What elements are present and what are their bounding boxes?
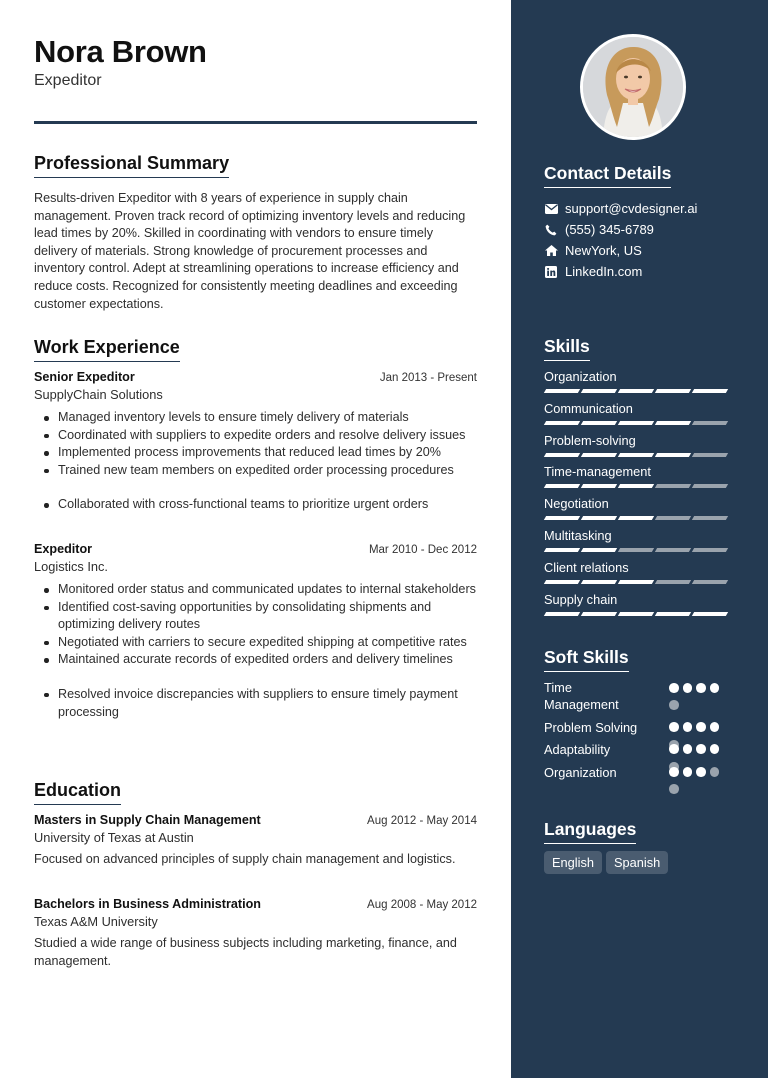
skill-level-segment — [655, 453, 691, 457]
skill-level-segment — [618, 612, 654, 616]
soft-skill-dot — [683, 767, 693, 777]
education-header — [34, 897, 477, 911]
degree-name: Masters in Supply Chain Management — [34, 813, 261, 827]
skill-level-segment — [692, 389, 728, 393]
contact-heading: Contact Details — [544, 163, 671, 188]
soft-skill-dot — [683, 744, 693, 754]
skill-level-segment — [544, 548, 580, 552]
soft-skill-dot — [696, 744, 706, 754]
experience-heading: Work Experience — [34, 337, 180, 362]
list-item: Monitored order status and communicated updates to internal stakeholders — [34, 581, 477, 599]
degree-name: Bachelors in Business Administration — [34, 897, 261, 911]
skill-level-segment — [692, 516, 728, 520]
header-divider — [34, 121, 477, 124]
job-role: Senior Expeditor — [34, 370, 135, 384]
skill-level-segment — [581, 612, 617, 616]
skill-label: Organization — [544, 369, 617, 384]
job-company: Logistics Inc. — [34, 559, 108, 574]
avatar-illustration — [583, 37, 683, 137]
list-item: Negotiated with carriers to secure expedited shipping at competitive rates — [34, 634, 477, 652]
skill-level-segment — [618, 516, 654, 520]
skill-level-segment — [544, 612, 580, 616]
skill-level-segment — [581, 421, 617, 425]
summary-text: Results-driven Expeditor with 8 years of experience in supply chain management. Proven track record of optimizing inventory levels and reducing lead times by 20%. Skilled in coordinating with vendors to ensure timely delivery of materials. Strong knowledge of procurement processes and inventory control. Adept at streamlining operations to increase efficiency and reduce costs. Recognized for consistently meeting deadlines and exceeding customer expectations. — [34, 191, 466, 311]
soft-skill-label: Organization — [544, 765, 617, 780]
skill-level-segment — [655, 516, 691, 520]
soft-skill-rating — [669, 767, 719, 777]
skill-level-segment — [655, 389, 691, 393]
skills-heading: Skills — [544, 336, 590, 361]
skill-level-segment — [581, 548, 617, 552]
contact-phone-text: (555) 345-6789 — [565, 222, 654, 237]
soft-skill-dot — [696, 683, 706, 693]
skill-level-segment — [618, 484, 654, 488]
soft-skill-dot — [669, 767, 679, 777]
skill-label: Negotiation — [544, 496, 609, 512]
skill-level-bar — [545, 421, 727, 425]
skill-label: Problem-solving — [544, 432, 636, 448]
soft-skill-rating — [669, 744, 719, 754]
soft-skill-dot — [696, 767, 706, 777]
list-item: Managed inventory levels to ensure timely delivery of materials — [34, 409, 477, 427]
skill-level-segment — [618, 421, 654, 425]
list-item: Identified cost-saving opportunities by consolidating shipments and optimizing delivery routes — [34, 599, 477, 634]
job-role: Expeditor — [34, 542, 93, 556]
skill-label: Client relations — [544, 559, 629, 575]
skill-level-segment — [581, 516, 617, 520]
skill-level-segment — [655, 484, 691, 488]
skill-level-bar — [545, 580, 727, 584]
job-header — [34, 542, 477, 556]
skill-level-segment — [581, 580, 617, 584]
education-dates: Aug 2008 - May 2012 — [367, 899, 477, 911]
skill-level-segment — [692, 484, 728, 488]
skill-level-bar — [545, 484, 727, 488]
skill-level-segment — [618, 453, 654, 457]
skill-level-segment — [692, 453, 728, 457]
soft-skill-dot — [710, 767, 720, 777]
job-dates: Jan 2013 - Present — [379, 372, 477, 384]
education-header — [34, 813, 477, 827]
contact-email[interactable] — [544, 201, 697, 216]
list-item: Resolved invoice discrepancies with suppliers to ensure timely payment processing — [34, 686, 477, 721]
skill-level-bar — [545, 453, 727, 457]
soft-skill-rating-dot — [669, 700, 679, 710]
soft-skill-rating-dot — [669, 784, 679, 794]
soft-skill-label: Problem Solving — [544, 720, 638, 735]
contact-linkedin[interactable] — [544, 264, 642, 279]
skill-level-segment — [655, 548, 691, 552]
language-pill: English — [544, 851, 602, 874]
skill-level-segment — [692, 421, 728, 425]
skill-level-segment — [581, 453, 617, 457]
contact-phone[interactable] — [544, 222, 654, 237]
skill-level-segment — [544, 580, 580, 584]
soft-skill-rating — [669, 722, 719, 732]
contact-location — [544, 243, 642, 258]
job-bullets — [34, 581, 477, 721]
skill-level-segment — [692, 580, 728, 584]
soft-skill-rating — [669, 683, 719, 693]
skill-level-segment — [544, 421, 580, 425]
skill-level-segment — [581, 484, 617, 488]
list-item: Trained new team members on expedited order processing procedures — [34, 462, 477, 480]
soft-skill-dot — [669, 722, 679, 732]
list-item: Coordinated with suppliers to expedite orders and resolve delivery issues — [34, 427, 477, 445]
soft-skill-dot — [710, 683, 720, 693]
list-item: Implemented process improvements that reduced lead times by 20% — [34, 444, 477, 462]
school-name: University of Texas at Austin — [34, 830, 194, 845]
skill-level-segment — [655, 580, 691, 584]
candidate-name: Nora Brown — [34, 34, 207, 69]
contact-linkedin-text: LinkedIn.com — [565, 264, 643, 279]
soft-skill-dot — [683, 722, 693, 732]
education-heading: Education — [34, 780, 121, 805]
skill-level-segment — [618, 389, 654, 393]
skill-label: Time-management — [544, 464, 651, 480]
job-dates: Mar 2010 - Dec 2012 — [368, 544, 477, 556]
skill-label: Multitasking — [544, 528, 612, 543]
list-item: Collaborated with cross-functional teams to prioritize urgent orders — [34, 496, 477, 514]
languages-heading: Languages — [544, 819, 636, 844]
skill-level-segment — [544, 389, 580, 393]
phone-icon — [544, 223, 558, 237]
skill-level-segment — [581, 389, 617, 393]
soft-skills-heading: Soft Skills — [544, 647, 629, 672]
skill-level-segment — [544, 453, 580, 457]
education-dates: Aug 2012 - May 2014 — [367, 815, 477, 827]
languages-list — [544, 851, 668, 874]
skill-label: Supply chain — [544, 591, 618, 607]
skill-level-bar — [545, 612, 727, 616]
envelope-icon — [544, 202, 558, 216]
education-description: Focused on advanced principles of supply chain management and logistics. — [34, 852, 456, 866]
skill-level-segment — [618, 548, 654, 552]
job-company: SupplyChain Solutions — [34, 387, 163, 402]
contact-location-text: NewYork, US — [565, 243, 642, 258]
soft-skill-dot — [669, 683, 679, 693]
soft-skill-label: Adaptability — [544, 742, 611, 757]
summary-heading: Professional Summary — [34, 153, 229, 178]
job-header — [34, 370, 477, 384]
skill-level-segment — [655, 612, 691, 616]
skill-level-segment — [618, 580, 654, 584]
avatar — [580, 34, 686, 140]
soft-skill-dot — [669, 744, 679, 754]
skill-level-segment — [655, 421, 691, 425]
contact-email-text: support@cvdesigner.ai — [565, 201, 698, 216]
school-name: Texas A&M University — [34, 914, 158, 929]
list-item: Maintained accurate records of expedited orders and delivery timelines — [34, 651, 477, 669]
skill-level-segment — [692, 548, 728, 552]
soft-skill-dot — [710, 744, 720, 754]
soft-skill-dot — [683, 683, 693, 693]
skill-level-segment — [544, 484, 580, 488]
education-description: Studied a wide range of business subjects including marketing, finance, and management. — [34, 936, 457, 968]
skill-label: Communication — [544, 400, 633, 416]
soft-skill-label: Time Management — [544, 680, 619, 712]
soft-skill-dot — [696, 722, 706, 732]
home-icon — [544, 244, 558, 258]
linkedin-icon — [544, 265, 558, 279]
language-pill: Spanish — [606, 851, 668, 874]
skill-level-segment — [544, 516, 580, 520]
candidate-title: Expeditor — [34, 72, 102, 89]
skill-level-bar — [545, 516, 727, 520]
skill-level-segment — [692, 612, 728, 616]
skill-level-bar — [545, 548, 727, 552]
soft-skill-dot — [710, 722, 720, 732]
job-bullets — [34, 409, 477, 514]
skill-level-bar — [545, 389, 727, 393]
